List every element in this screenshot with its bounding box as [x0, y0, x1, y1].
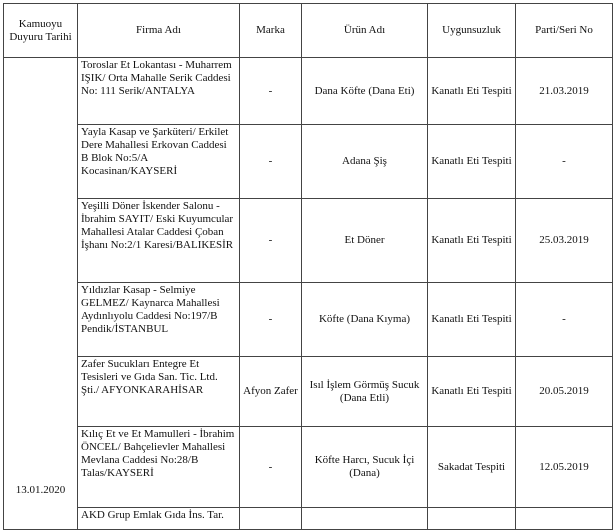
- table-row: [4, 58, 613, 125]
- header-date: Kamuoyu Duyuru Tarihi: [4, 4, 78, 58]
- marka-cell: [240, 508, 302, 530]
- marka-cell: -: [240, 58, 302, 125]
- parti-cell: 20.05.2019: [516, 357, 613, 427]
- uygunsuzluk-cell: Kanatlı Eti Tespiti: [428, 357, 516, 427]
- firma-cell: Zafer Sucukları Entegre Et Tesisleri ve Gıda San. Tic. Ltd. Şti./ AFYONKARAHİSAR: [78, 357, 240, 427]
- announcement-date: 13.01.2020: [15, 484, 66, 496]
- marka-cell: -: [240, 283, 302, 357]
- urun-cell: Isıl İşlem Görmüş Sucuk (Dana Etli): [302, 357, 428, 427]
- uygunsuzluk-cell: [428, 508, 516, 530]
- parti-cell: 21.03.2019: [516, 58, 613, 125]
- firma-cell: Toroslar Et Lokantası - Muharrem IŞIK/ Orta Mahalle Serik Caddesi No: 111 Serik/ANTALYA: [78, 58, 240, 125]
- header-row: [4, 4, 613, 58]
- marka-cell: -: [240, 125, 302, 199]
- marka-cell: -: [240, 199, 302, 283]
- header-firma: Firma Adı: [78, 4, 240, 58]
- table-row: [4, 508, 613, 530]
- header-uygunsuzluk: Uygunsuzluk: [428, 4, 516, 58]
- header-marka: Marka: [240, 4, 302, 58]
- parti-cell: 25.03.2019: [516, 199, 613, 283]
- uygunsuzluk-cell: Kanatlı Eti Tespiti: [428, 199, 516, 283]
- marka-cell: Afyon Zafer: [240, 357, 302, 427]
- table-row: [4, 357, 613, 427]
- uygunsuzluk-cell: Kanatlı Eti Tespiti: [428, 58, 516, 125]
- firma-cell: Kılıç Et ve Et Mamulleri - İbrahim ÖNCEL/ Bahçelievler Mahallesi Mevlana Caddesi No:28/B Talas/KAYSERİ: [78, 427, 240, 508]
- uygunsuzluk-cell: Kanatlı Eti Tespiti: [428, 125, 516, 199]
- recall-table: [3, 3, 613, 530]
- table-row: [4, 125, 613, 199]
- uygunsuzluk-cell: Sakadat Tespiti: [428, 427, 516, 508]
- urun-cell: Köfte Harcı, Sucuk İçi (Dana): [302, 427, 428, 508]
- urun-cell: Et Döner: [302, 199, 428, 283]
- urun-cell: Köfte (Dana Kıyma): [302, 283, 428, 357]
- header-parti: Parti/Seri No: [516, 4, 613, 58]
- firma-cell: Yayla Kasap ve Şarküteri/ Erkilet Dere Mahallesi Erkovan Caddesi B Blok No:5/A Kocasinan/KAYSERİ: [78, 125, 240, 199]
- parti-cell: 12.05.2019: [516, 427, 613, 508]
- firma-cell: AKD Grup Emlak Gıda İns. Tar.: [78, 508, 240, 530]
- parti-cell: -: [516, 283, 613, 357]
- parti-cell: -: [516, 125, 613, 199]
- table-row: [4, 199, 613, 283]
- table-row: [4, 427, 613, 508]
- header-urun: Ürün Adı: [302, 4, 428, 58]
- urun-cell: Dana Köfte (Dana Eti): [302, 58, 428, 125]
- marka-cell: -: [240, 427, 302, 508]
- urun-cell: [302, 508, 428, 530]
- parti-cell: [516, 508, 613, 530]
- firma-cell: Yıldızlar Kasap - Selmiye GELMEZ/ Kaynarca Mahallesi Aydınlıyolu Caddesi No:197/B Pendik/İSTANBUL: [78, 283, 240, 357]
- table-row: [4, 283, 613, 357]
- urun-cell: Adana Şiş: [302, 125, 428, 199]
- announcement-date-cell: [4, 58, 78, 530]
- uygunsuzluk-cell: Kanatlı Eti Tespiti: [428, 283, 516, 357]
- firma-cell: Yeşilli Döner İskender Salonu - İbrahim SAYIT/ Eski Kuyumcular Mahallesi Atalar Caddesi Çoban İşhanı No:2/1 Karesi/BALIKESİR: [78, 199, 240, 283]
